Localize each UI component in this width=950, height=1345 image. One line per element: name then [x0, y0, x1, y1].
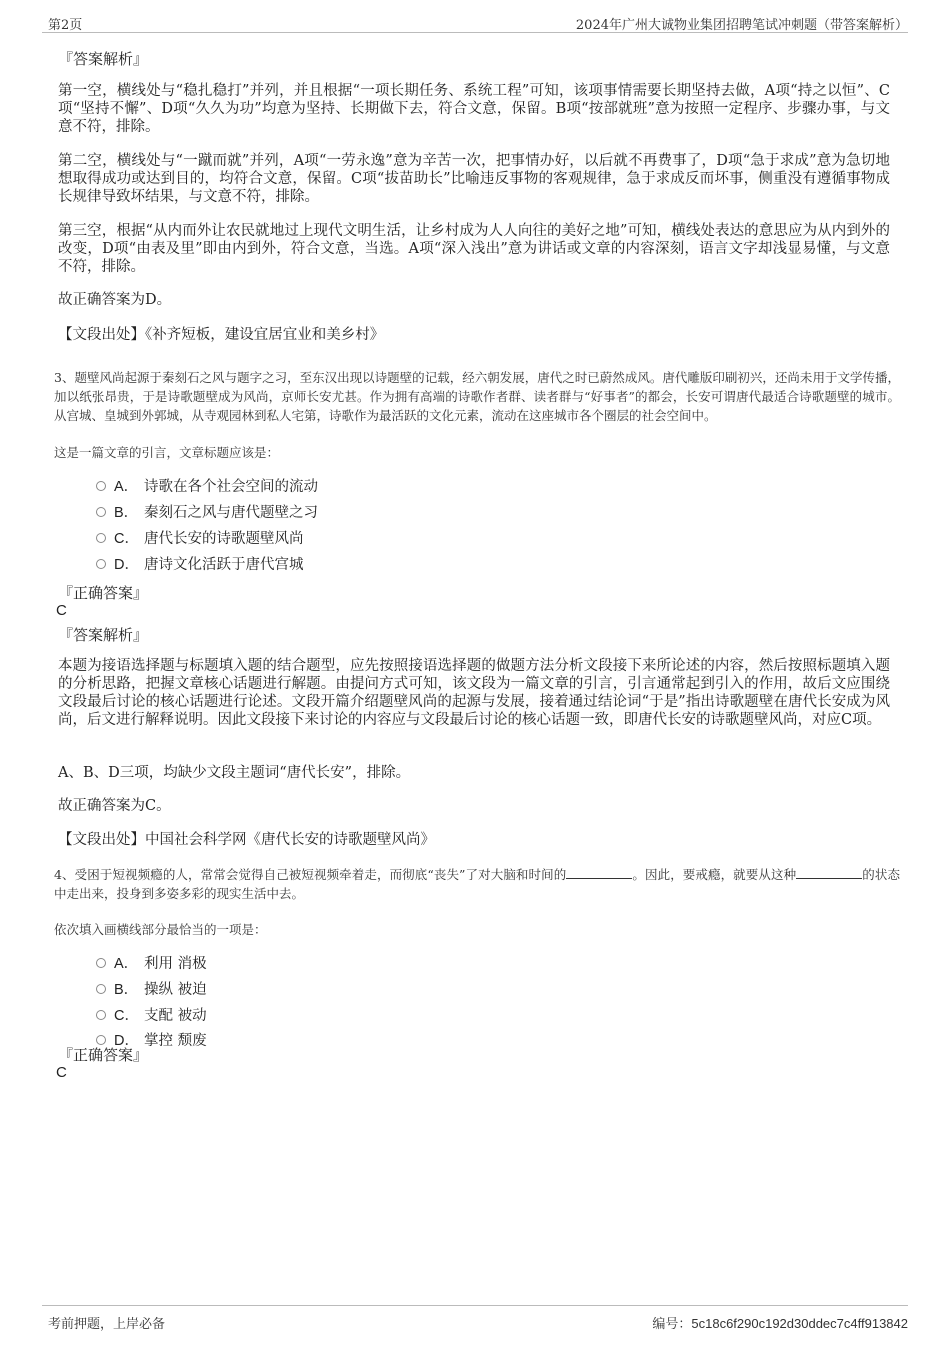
q4-text-part-3: 的状态中走出来，投身到多姿多彩的现实生活中去。 [54, 867, 900, 901]
radio-icon[interactable] [96, 559, 106, 569]
option-text: 操纵 被迫 [144, 982, 207, 998]
option-letter: A． [114, 479, 139, 495]
q3-analysis-para-2: A、B、D三项，均缺少文段主题词“唐代长安”，排除。 [58, 765, 411, 781]
radio-icon[interactable] [96, 507, 106, 517]
radio-icon[interactable] [96, 1010, 106, 1020]
q4-answer-label: 『正确答案』 [58, 1046, 149, 1064]
document-serial: 编号：5c18c6f290c192d30ddec7c4ff913842 [652, 1316, 908, 1331]
page-footer [42, 1305, 908, 1330]
q2-analysis-label: 『答案解析』 [58, 50, 149, 68]
option-letter: A． [114, 956, 139, 972]
q4-text-part-1: 4、受困于短视频瘾的人，常常会觉得自己被短视频牵着走，而彻底“丧失”了对大脑和时间的 [54, 867, 567, 882]
option-text: 掌控 颓废 [144, 1033, 207, 1049]
q2-analysis-para-1: 第一空，横线处与“稳扎稳打”并列，并且根据“一项长期任务、系统工程”可知，该项事情需要长期坚持去做，A项“持之以恒”、C项“坚持不懈”、D项“久久为功”均意为坚持、长期做下去，符合文意，保留。B项“按部就班”意为按照一定程序、步骤办事，与文意不符，排除。 [58, 83, 890, 135]
page-header [42, 12, 908, 33]
q2-source: 【文段出处】《补齐短板，建设宜居宜业和美乡村》 [58, 327, 385, 343]
q3-answer: C [56, 602, 67, 619]
document-title: 2024年广州大诚物业集团招聘笔试冲刺题（带答案解析） [575, 18, 908, 33]
q2-conclusion: 故正确答案为D。 [58, 292, 172, 308]
q3-option-a[interactable] [96, 476, 318, 498]
radio-icon[interactable] [96, 958, 106, 968]
q4-question-text [54, 865, 900, 903]
q3-option-b[interactable] [96, 502, 318, 524]
q3-prompt: 这是一篇文章的引言，文章标题应该是： [54, 445, 280, 460]
q3-analysis-label: 『答案解析』 [58, 626, 149, 644]
radio-icon[interactable] [96, 481, 106, 491]
blank-line [566, 866, 632, 879]
q4-option-c[interactable] [96, 1005, 207, 1027]
option-letter: C． [114, 1008, 139, 1024]
option-text: 唐代长安的诗歌题壁风尚 [144, 531, 304, 547]
option-letter: D． [114, 557, 139, 573]
option-text: 利用 消极 [144, 956, 207, 972]
q4-prompt: 依次填入画横线部分最恰当的一项是： [54, 922, 267, 937]
option-text: 支配 被动 [144, 1008, 207, 1024]
q4-answer: C [56, 1064, 67, 1081]
option-letter: C． [114, 531, 139, 547]
option-letter: B． [114, 982, 139, 998]
option-letter: B． [114, 505, 139, 521]
option-letter: D． [114, 1033, 139, 1049]
option-text: 唐诗文化活跃于唐代宫城 [144, 557, 304, 573]
q3-conclusion: 故正确答案为C。 [58, 798, 171, 814]
q3-source: 【文段出处】中国社会科学网《唐代长安的诗歌题壁风尚》 [58, 832, 435, 848]
q3-option-c[interactable] [96, 528, 304, 550]
q4-text-part-2: 。因此，要戒瘾，就要从这种 [632, 867, 797, 882]
q4-option-a[interactable] [96, 953, 207, 975]
q3-analysis-para-1: 本题为接语选择题与标题填入题的结合题型，应先按照接语选择题的做题方法分析文段接下来所论述的内容，然后按照标题填入题的分析思路，把握文章核心话题进行解题。由提问方式可知，该文段为一篇文章的引言，引言通常起到引入的作用，故后文应围绕文段最后讨论的核心话题进行论述。文段开篇介绍题壁风尚的起源与发展，接着通过结论词“于是”指出诗歌题壁在唐代长安成为风尚，后文进行解释说明。因此文段接下来讨论的内容应与文段最后讨论的核心话题一致，即唐代长安的诗歌题壁风尚，对应C项。 [58, 658, 890, 728]
blank-line [796, 866, 862, 879]
radio-icon[interactable] [96, 533, 106, 543]
q2-analysis-para-3: 第三空，根据“从内而外让农民就地过上现代文明生活，让乡村成为人人向往的美好之地”可知，横线处表达的意思应为从内到外的改变，D项“由表及里”即由内到外，符合文意，当选。A项“深入浅出”意为讲话或文章的内容深刻，语言文字却浅显易懂，与文意不符，排除。 [58, 223, 890, 275]
footer-slogan: 考前押题，上岸必备 [48, 1317, 166, 1332]
q2-analysis-para-2: 第二空，横线处与“一蹴而就”并列，A项“一劳永逸”意为辛苦一次，把事情办好，以后就不再费事了，D项“急于求成”意为急切地想取得成功或达到目的，均符合文意，保留。C项“拔苗助长”比喻违反事物的客观规律，急于求成反而坏事，侧重没有遵循事物成长规律导致坏结果，与文意不符，排除。 [58, 153, 890, 205]
radio-icon[interactable] [96, 984, 106, 994]
q3-option-d[interactable] [96, 554, 304, 576]
option-text: 秦刻石之风与唐代题壁之习 [144, 505, 318, 521]
q3-question-text: 3、题壁风尚起源于秦刻石之风与题字之习，至东汉出现以诗题壁的记载，经六朝发展，唐代之时已蔚然成风。唐代雕版印刷初兴，还尚未用于文学传播，加以纸张昂贵，于是诗歌题壁成为风尚，京师长安尤甚。作为拥有高端的诗歌作者群、读者群与“好事者”的都会，长安可谓唐代最适合诗歌题壁的城市。从宫城、皇城到外郭城，从寺观园林到私人宅第，诗歌作为最活跃的文化元素，流动在这座城市各个圈层的社会空间中。 [54, 370, 900, 423]
q3-answer-label: 『正确答案』 [58, 584, 149, 602]
q4-option-b[interactable] [96, 979, 207, 1001]
page-number: 第2页 [48, 18, 83, 33]
option-text: 诗歌在各个社会空间的流动 [144, 479, 318, 495]
